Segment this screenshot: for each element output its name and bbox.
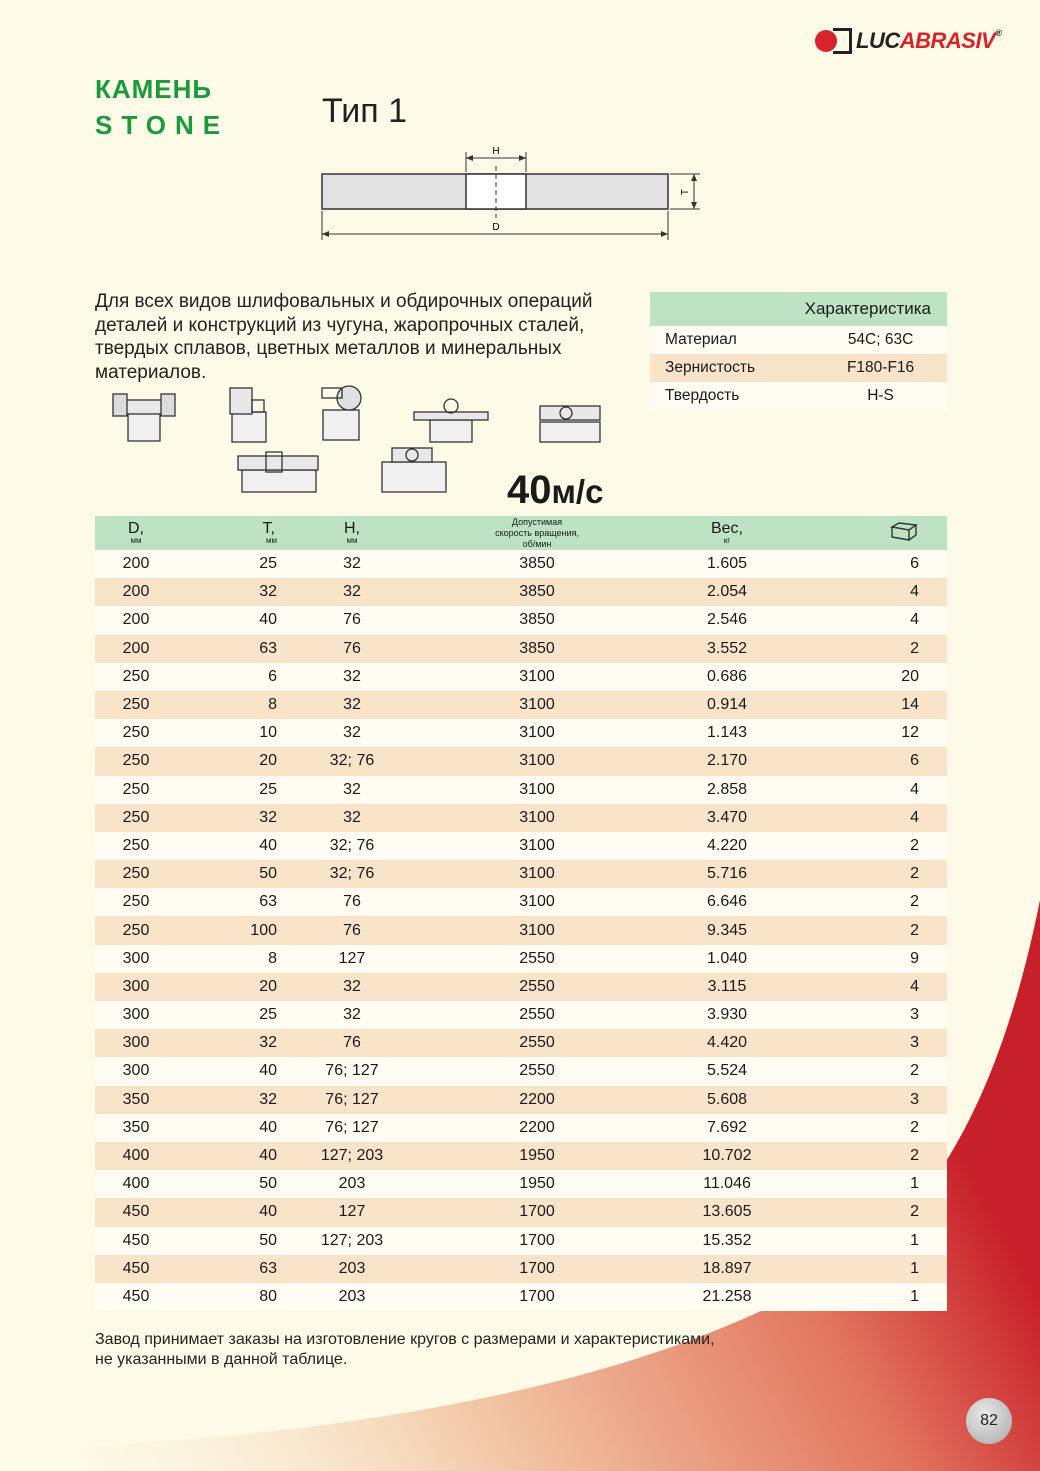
cell-t: 63 xyxy=(259,1259,277,1277)
cell-speed: 3100 xyxy=(519,780,555,798)
dim-d: D xyxy=(492,222,500,233)
cell-d: 250 xyxy=(122,780,150,798)
cell-speed: 1700 xyxy=(519,1259,555,1277)
cell-speed: 2550 xyxy=(519,1006,555,1024)
cell-h: 76 xyxy=(343,611,361,629)
cell-speed: 1700 xyxy=(519,1287,555,1305)
cell-speed: 2550 xyxy=(519,1062,555,1080)
title-russian: КАМЕНЬ xyxy=(95,74,213,104)
cell-t: 40 xyxy=(259,1062,277,1080)
lathe-grinder-icon xyxy=(238,452,318,492)
cell-weight: 3.552 xyxy=(706,639,748,657)
cell-pack: 2 xyxy=(910,836,919,854)
cell-h: 203 xyxy=(338,1287,366,1305)
cell-speed: 3100 xyxy=(519,724,555,742)
cell-weight: 7.692 xyxy=(706,1118,748,1136)
cell-speed: 3850 xyxy=(519,555,555,573)
cell-pack: 2 xyxy=(910,921,919,939)
table-row xyxy=(95,1198,947,1226)
logo-abrasiv: ABRASIV xyxy=(899,28,996,53)
cell-d: 250 xyxy=(122,667,150,685)
cell-weight: 5.608 xyxy=(706,1090,748,1108)
cell-weight: 0.914 xyxy=(706,696,748,714)
cell-pack: 2 xyxy=(910,865,919,883)
cell-d: 250 xyxy=(122,724,150,742)
cell-weight: 4.420 xyxy=(706,1034,748,1052)
footer-note: Завод принимает заказы на изготовление кругов с размерами и характеристиками, не указанными в данной таблице. xyxy=(95,1331,715,1368)
cell-d: 250 xyxy=(122,752,150,770)
cell-pack: 4 xyxy=(910,808,919,826)
cell-weight: 2.858 xyxy=(706,780,748,798)
cell-speed: 1950 xyxy=(519,1147,555,1165)
table-row xyxy=(95,1255,947,1283)
cell-h: 32; 76 xyxy=(329,752,375,770)
cell-weight: 10.702 xyxy=(702,1147,752,1165)
cell-d: 400 xyxy=(122,1175,150,1193)
cell-pack: 3 xyxy=(910,1034,919,1052)
cell-weight: 4.220 xyxy=(706,836,748,854)
cell-h: 32 xyxy=(343,583,361,601)
cell-d: 250 xyxy=(122,921,150,939)
cell-t: 32 xyxy=(259,583,277,601)
cell-weight: 2.054 xyxy=(706,583,748,601)
bench-grinder-icon xyxy=(113,394,175,441)
cell-pack: 4 xyxy=(910,977,919,995)
cell-weight: 2.170 xyxy=(706,752,748,770)
cell-pack: 2 xyxy=(910,893,919,911)
cell-t: 25 xyxy=(259,555,277,573)
table-row xyxy=(95,1086,947,1114)
table-row xyxy=(95,1283,947,1311)
cell-d: 250 xyxy=(122,865,150,883)
cell-pack: 2 xyxy=(910,1062,919,1080)
tool-grinder-icon xyxy=(382,448,446,492)
table-row xyxy=(95,1227,947,1255)
cell-d: 200 xyxy=(122,583,150,601)
table-row xyxy=(95,973,947,1001)
table-row xyxy=(95,719,947,747)
cell-weight: 6.646 xyxy=(706,893,748,911)
cell-h: 203 xyxy=(338,1259,366,1277)
cell-t: 80 xyxy=(259,1287,277,1305)
cell-h: 203 xyxy=(338,1175,366,1193)
cell-h: 76; 127 xyxy=(325,1090,379,1108)
cell-pack: 1 xyxy=(910,1231,919,1249)
table-row xyxy=(95,916,947,944)
cell-d: 450 xyxy=(122,1287,150,1305)
cell-t: 40 xyxy=(259,836,277,854)
cell-h: 32 xyxy=(343,1006,361,1024)
cell-h: 76; 127 xyxy=(325,1118,379,1136)
cell-pack: 6 xyxy=(910,752,919,770)
table-row xyxy=(95,1114,947,1142)
cell-t: 6 xyxy=(268,667,277,685)
cell-h: 32 xyxy=(343,555,361,573)
cell-pack: 1 xyxy=(910,1259,919,1277)
cell-t: 63 xyxy=(259,639,277,657)
cell-d: 200 xyxy=(122,611,150,629)
cell-speed: 3100 xyxy=(519,836,555,854)
cutoff-machine-icon xyxy=(322,386,361,440)
cell-h: 127 xyxy=(338,1203,366,1221)
cell-d: 350 xyxy=(122,1118,150,1136)
cell-pack: 14 xyxy=(901,696,919,714)
table-row xyxy=(95,1001,947,1029)
table-row xyxy=(95,860,947,888)
cell-speed: 2200 xyxy=(519,1090,555,1108)
cell-weight: 1.143 xyxy=(706,724,748,742)
cell-weight: 5.716 xyxy=(706,865,748,883)
cell-h: 127; 203 xyxy=(320,1231,384,1249)
cell-d: 450 xyxy=(122,1231,150,1249)
table-row xyxy=(95,1170,947,1198)
cell-speed: 1950 xyxy=(519,1175,555,1193)
cell-d: 250 xyxy=(122,836,150,854)
speed-label: 40м/с xyxy=(507,468,604,512)
cell-pack: 4 xyxy=(910,780,919,798)
cell-pack: 2 xyxy=(910,1118,919,1136)
cell-weight: 21.258 xyxy=(702,1287,752,1305)
col-pack xyxy=(807,516,947,550)
cell-pack: 9 xyxy=(910,949,919,967)
cell-h: 32 xyxy=(343,696,361,714)
cell-h: 32; 76 xyxy=(329,836,375,854)
cell-weight: 2.546 xyxy=(706,611,748,629)
table-row xyxy=(95,635,947,663)
table-header xyxy=(95,516,947,550)
description: Для всех видов шлифовальных и обдирочных операций деталей и конструкций из чугуна, жаропрочных сталей, твердых сплавов, цветных металлов и минеральных материалов. xyxy=(95,291,593,383)
cell-t: 20 xyxy=(259,977,277,995)
cell-weight: 3.470 xyxy=(706,808,748,826)
cell-d: 400 xyxy=(122,1147,150,1165)
type-title: Тип 1 xyxy=(322,92,408,130)
cell-weight: 1.605 xyxy=(706,555,748,573)
cell-t: 8 xyxy=(268,949,277,967)
table-row xyxy=(95,691,947,719)
cell-speed: 3850 xyxy=(519,611,555,629)
table-row xyxy=(95,663,947,691)
dim-t: T xyxy=(680,188,691,196)
cell-speed: 3100 xyxy=(519,752,555,770)
cell-pack: 12 xyxy=(901,724,919,742)
cell-t: 8 xyxy=(268,696,277,714)
characteristics-header: Характеристика xyxy=(650,292,947,326)
dimensions-table xyxy=(95,516,947,1311)
table-row xyxy=(95,1142,947,1170)
table-row xyxy=(95,1029,947,1057)
pedestal-grinder-icon xyxy=(230,388,266,442)
cell-h: 76 xyxy=(343,639,361,657)
cell-d: 250 xyxy=(122,808,150,826)
table-row xyxy=(95,747,947,775)
cell-t: 40 xyxy=(259,1203,277,1221)
cell-d: 450 xyxy=(122,1203,150,1221)
table-row xyxy=(95,776,947,804)
col-weight: Вес, кг xyxy=(710,520,743,545)
col-d: D, мм xyxy=(128,520,144,545)
cell-h: 32; 76 xyxy=(329,865,375,883)
table-row xyxy=(95,550,947,578)
cell-pack: 1 xyxy=(910,1175,919,1193)
cell-h: 76 xyxy=(343,921,361,939)
cell-t: 100 xyxy=(250,921,277,939)
page-number: 82 xyxy=(966,1398,1012,1444)
cell-speed: 3850 xyxy=(519,639,555,657)
cell-speed: 1700 xyxy=(519,1231,555,1249)
cell-speed: 3850 xyxy=(519,583,555,601)
cell-weight: 1.040 xyxy=(706,949,748,967)
cell-speed: 2200 xyxy=(519,1118,555,1136)
cell-t: 50 xyxy=(259,1175,277,1193)
brand-logo: LUCABRASIV® xyxy=(815,28,1001,54)
cell-t: 10 xyxy=(259,724,277,742)
table-row xyxy=(95,1057,947,1085)
cell-speed: 2550 xyxy=(519,1034,555,1052)
table-row xyxy=(95,888,947,916)
cell-h: 76 xyxy=(343,1034,361,1052)
col-h: H, мм xyxy=(344,520,360,545)
cell-d: 300 xyxy=(122,1034,150,1052)
cell-weight: 0.686 xyxy=(706,667,748,685)
cell-weight: 3.930 xyxy=(706,1006,748,1024)
cell-pack: 6 xyxy=(910,555,919,573)
table-row xyxy=(95,945,947,973)
cell-d: 300 xyxy=(122,949,150,967)
surface-grinder-icon xyxy=(414,399,488,442)
cell-t: 40 xyxy=(259,1147,277,1165)
char-row-material: Материал 54C; 63C xyxy=(650,326,947,354)
cell-pack: 4 xyxy=(910,583,919,601)
cell-d: 200 xyxy=(122,555,150,573)
dim-h: H xyxy=(492,146,500,157)
char-row-hardness: Твердость H-S xyxy=(650,382,947,410)
cell-h: 32 xyxy=(343,808,361,826)
cell-weight: 18.897 xyxy=(702,1259,752,1277)
cell-h: 32 xyxy=(343,667,361,685)
cell-weight: 11.046 xyxy=(703,1175,751,1193)
cell-h: 32 xyxy=(343,724,361,742)
cell-t: 25 xyxy=(259,780,277,798)
table-row xyxy=(95,804,947,832)
cell-h: 76 xyxy=(343,893,361,911)
table-row xyxy=(95,832,947,860)
cell-weight: 5.524 xyxy=(706,1062,748,1080)
machine-icons xyxy=(0,0,700,500)
col-speed: Допустимая скорость вращения, об/мин xyxy=(495,516,579,549)
cell-speed: 3100 xyxy=(519,808,555,826)
cell-h: 127; 203 xyxy=(320,1147,384,1165)
cell-t: 32 xyxy=(259,808,277,826)
cell-t: 50 xyxy=(259,1231,277,1249)
title-english: STONE xyxy=(95,110,230,140)
cell-pack: 4 xyxy=(910,611,919,629)
table-row xyxy=(95,578,947,606)
cell-pack: 2 xyxy=(910,1203,919,1221)
cell-weight: 3.115 xyxy=(707,977,747,995)
cell-speed: 3100 xyxy=(519,667,555,685)
cell-pack: 3 xyxy=(910,1090,919,1108)
cell-d: 200 xyxy=(122,639,150,657)
cell-t: 40 xyxy=(259,1118,277,1136)
cell-speed: 3100 xyxy=(519,865,555,883)
table-row xyxy=(95,606,947,634)
cell-h: 76; 127 xyxy=(325,1062,379,1080)
cell-speed: 1700 xyxy=(519,1203,555,1221)
box-icon xyxy=(889,520,919,542)
cell-speed: 3100 xyxy=(519,893,555,911)
col-t: T, мм xyxy=(262,520,277,545)
char-row-grit: Зернистость F180-F16 xyxy=(650,354,947,382)
cell-d: 300 xyxy=(122,1006,150,1024)
cell-t: 63 xyxy=(259,893,277,911)
cell-d: 450 xyxy=(122,1259,150,1277)
cell-weight: 15.352 xyxy=(702,1231,752,1249)
cell-t: 32 xyxy=(259,1090,277,1108)
cell-d: 250 xyxy=(122,893,150,911)
cell-pack: 2 xyxy=(910,1147,919,1165)
cell-d: 250 xyxy=(122,696,150,714)
cell-h: 127 xyxy=(338,949,366,967)
cell-speed: 3100 xyxy=(519,696,555,714)
cell-pack: 3 xyxy=(910,1006,919,1024)
cell-weight: 9.345 xyxy=(706,921,748,939)
cell-pack: 2 xyxy=(910,639,919,657)
cell-t: 25 xyxy=(259,1006,277,1024)
cell-h: 32 xyxy=(343,780,361,798)
cell-t: 50 xyxy=(259,865,277,883)
cell-speed: 2550 xyxy=(519,977,555,995)
cell-t: 32 xyxy=(259,1034,277,1052)
logo-luc: LUC xyxy=(856,28,900,53)
cell-h: 32 xyxy=(343,977,361,995)
cell-pack: 20 xyxy=(901,667,919,685)
cell-speed: 2550 xyxy=(519,949,555,967)
cell-t: 20 xyxy=(259,752,277,770)
cell-d: 300 xyxy=(122,977,150,995)
cell-d: 350 xyxy=(122,1090,150,1108)
cell-pack: 1 xyxy=(910,1287,919,1305)
cell-weight: 13.605 xyxy=(702,1203,752,1221)
cell-t: 40 xyxy=(259,611,277,629)
cylindrical-grinder-icon xyxy=(540,406,600,442)
cell-speed: 3100 xyxy=(519,921,555,939)
cell-d: 300 xyxy=(122,1062,150,1080)
